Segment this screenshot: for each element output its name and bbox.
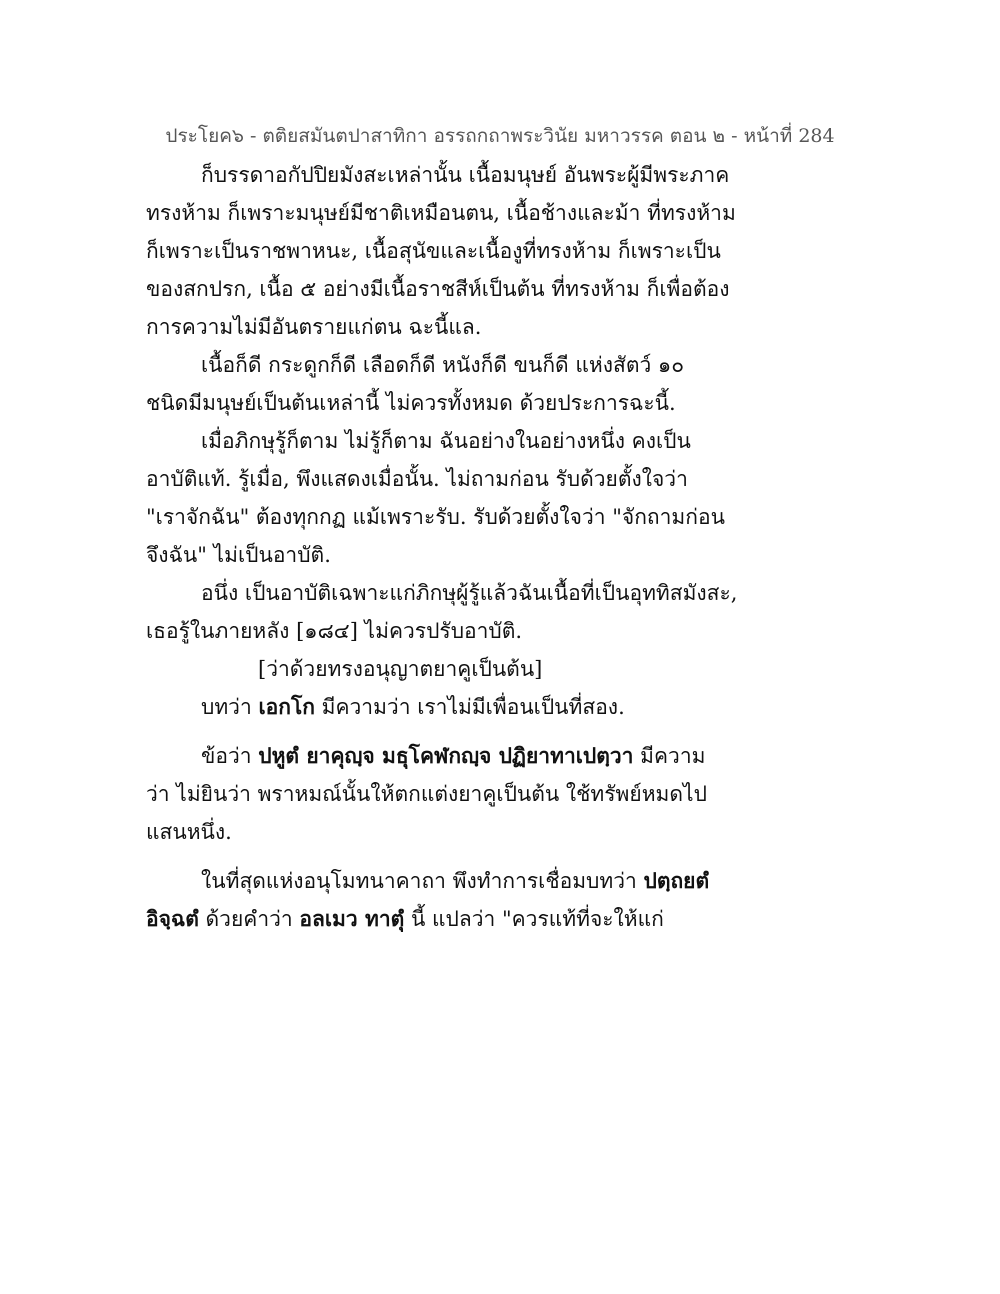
paragraph-7-line-1 (146, 862, 710, 900)
paragraph-3-line-3: "เราจักฉัน" ต้องทุกกฏ แม้เพราะรับ. รับด้วยตั้งใจว่า "จักถามก่อน (146, 505, 725, 529)
paragraph-6-post: มีความ (633, 744, 706, 768)
page-header: ประโยค๖ - ตติยสมันตปาสาทิกา อรรถกถาพระวินัย มหาวรรค ตอน ๒ - หน้าที่ 284 (165, 125, 835, 147)
paragraph-5-line-1 (146, 688, 706, 726)
paragraph-3-line-1: เมื่อภิกษุรู้ก็ตาม ไม่รู้ก็ตาม ฉันอย่างในอย่างหนึ่ง คงเป็น (201, 429, 691, 453)
section-heading: [ว่าด้วยทรงอนุญาตยาคูเป็นต้น] (258, 657, 543, 681)
paragraph-6-pre: ข้อว่า (201, 744, 259, 768)
paragraph-2-line-2: ชนิดมีมนุษย์เป็นต้นเหล่านี้ ไม่ควรทั้งหมด ด้วยประการฉะนี้. (146, 391, 676, 415)
paragraph-7-term-3: อลเมว ทาตุํ (299, 906, 405, 931)
paragraph-7-post: นี้ แปลว่า "ควรแท้ที่จะให้แก่ (404, 907, 664, 931)
paragraph-4-line-2: เธอรู้ในภายหลัง [๑๘๔] ไม่ควรปรับอาบัติ. (146, 619, 523, 643)
paragraph-5-post: มีความว่า เราไม่มีเพื่อนเป็นที่สอง. (314, 695, 625, 719)
paragraph-6-line-2: ว่า ไม่ยินว่า พราหมณ์นั้นให้ตกแต่งยาคูเป็นต้น ใช้ทรัพย์หมดไป (146, 782, 707, 806)
paragraph-3-line-2: อาบัติแท้. รู้เมื่อ, พึงแสดงเมื่อนั้น. ไม่ถามก่อน รับด้วยตั้งใจว่า (146, 467, 688, 491)
paragraph-1-line-5: การความไม่มีอันตรายแก่ตน ฉะนี้แล. (146, 315, 482, 339)
paragraph-5-term: เอกโก (258, 694, 315, 719)
paragraph-7-line-2 (146, 900, 706, 938)
paragraph-1-line-2: ทรงห้าม ก็เพราะมนุษย์มีชาติเหมือนตน, เนื้อช้างและม้า ที่ทรงห้าม (146, 201, 736, 225)
paragraph-1-line-3: ก็เพราะเป็นราชพาหนะ, เนื้อสุนัขและเนื้องูที่ทรงห้าม ก็เพราะเป็น (146, 239, 721, 263)
paragraph-7-pre: ในที่สุดแห่งอนุโมทนาคาถา พึงทำการเชื่อมบทว่า (201, 869, 644, 893)
paragraph-1-line-1: ก็บรรดาอกัปปิยมังสะเหล่านั้น เนื้อมนุษย์ อันพระผู้มีพระภาค (201, 163, 730, 187)
body-text (146, 156, 738, 938)
paragraph-6-line-1 (146, 737, 706, 775)
paragraph-4-line-1: อนึ่ง เป็นอาบัติเฉพาะแก่ภิกษุผู้รู้แล้วฉันเนื้อที่เป็นอุททิสมังสะ, (201, 581, 738, 605)
paragraph-7-mid: ด้วยคำว่า (198, 907, 300, 931)
paragraph-3-line-4: จึงฉัน" ไม่เป็นอาบัติ. (146, 543, 331, 567)
paragraph-7-term-1: ปตฺถยตํ (643, 868, 710, 893)
paragraph-6-line-3: แสนหนึ่ง. (146, 820, 232, 844)
paragraph-6-term: ปหูตํ ยาคุญฺจ มธุโคฬกญฺจ ปฏิยาทาเปตฺวา (258, 743, 634, 768)
paragraph-5-pre: บทว่า (201, 695, 259, 719)
paragraph-2-line-1: เนื้อก็ดี กระดูกก็ดี เลือดก็ดี หนังก็ดี ขนก็ดี แห่งสัตว์ ๑๐ (201, 353, 685, 377)
paragraph-1-line-4: ของสกปรก, เนื้อ ๕ อย่างมีเนื้อราชสีห์เป็นต้น ที่ทรงห้าม ก็เพื่อต้อง (146, 277, 730, 301)
paragraph-7-term-2: อิจฺฉตํ (146, 906, 199, 931)
